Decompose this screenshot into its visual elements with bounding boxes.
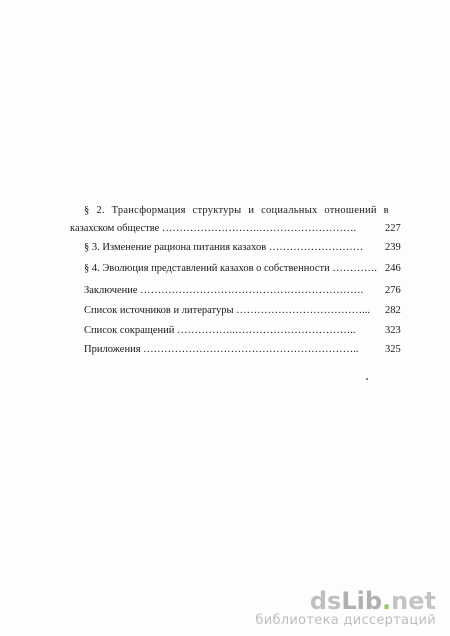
dslib-tagline: библиотека диссертаций [255,613,436,628]
toc-entry-page: 227 [385,223,401,234]
toc-entry-conclusion [70,286,415,300]
dslib-watermark [255,588,436,628]
toc-entry-title: Список источников и литературы ………………………………... [84,305,371,316]
toc-entry-page: 246 [385,263,401,274]
toc-entry-appendices [70,345,415,359]
toc-entry-page: 323 [385,325,401,336]
toc-entry-title: § 2. Трансформация структуры и социальных отношений в [84,205,389,216]
scan-speck [366,378,368,380]
toc-entry-page: 276 [385,285,401,296]
toc-entry-sources [70,306,415,320]
toc-entry-section-2-line1 [70,206,415,220]
toc-entry-title: Список сокращений ……………..…………………………….. [84,325,356,336]
toc-entry-page: 239 [385,242,401,253]
toc-entry-title: казахском обществе ……………………….………………………. [70,223,357,234]
toc-entry-title: Приложения …………………………………………………….. [84,344,359,355]
toc-entry-page: 282 [385,305,401,316]
toc-entry-section-3 [70,243,415,257]
toc-entry-section-2 [70,224,415,238]
toc-entry-title: Заключение ………………………………………………………. [84,285,364,296]
toc-entry-abbreviations [70,326,415,340]
dslib-logo: dsLib.net [309,587,436,615]
toc-entry-title: § 3. Изменение рациона питания казахов ……………………… [84,242,364,253]
toc-entry-section-4 [70,264,415,278]
toc-entry-title: § 4. Эволюция представлений казахов о собственности …………. [84,263,377,274]
toc-entry-page: 325 [385,344,401,355]
